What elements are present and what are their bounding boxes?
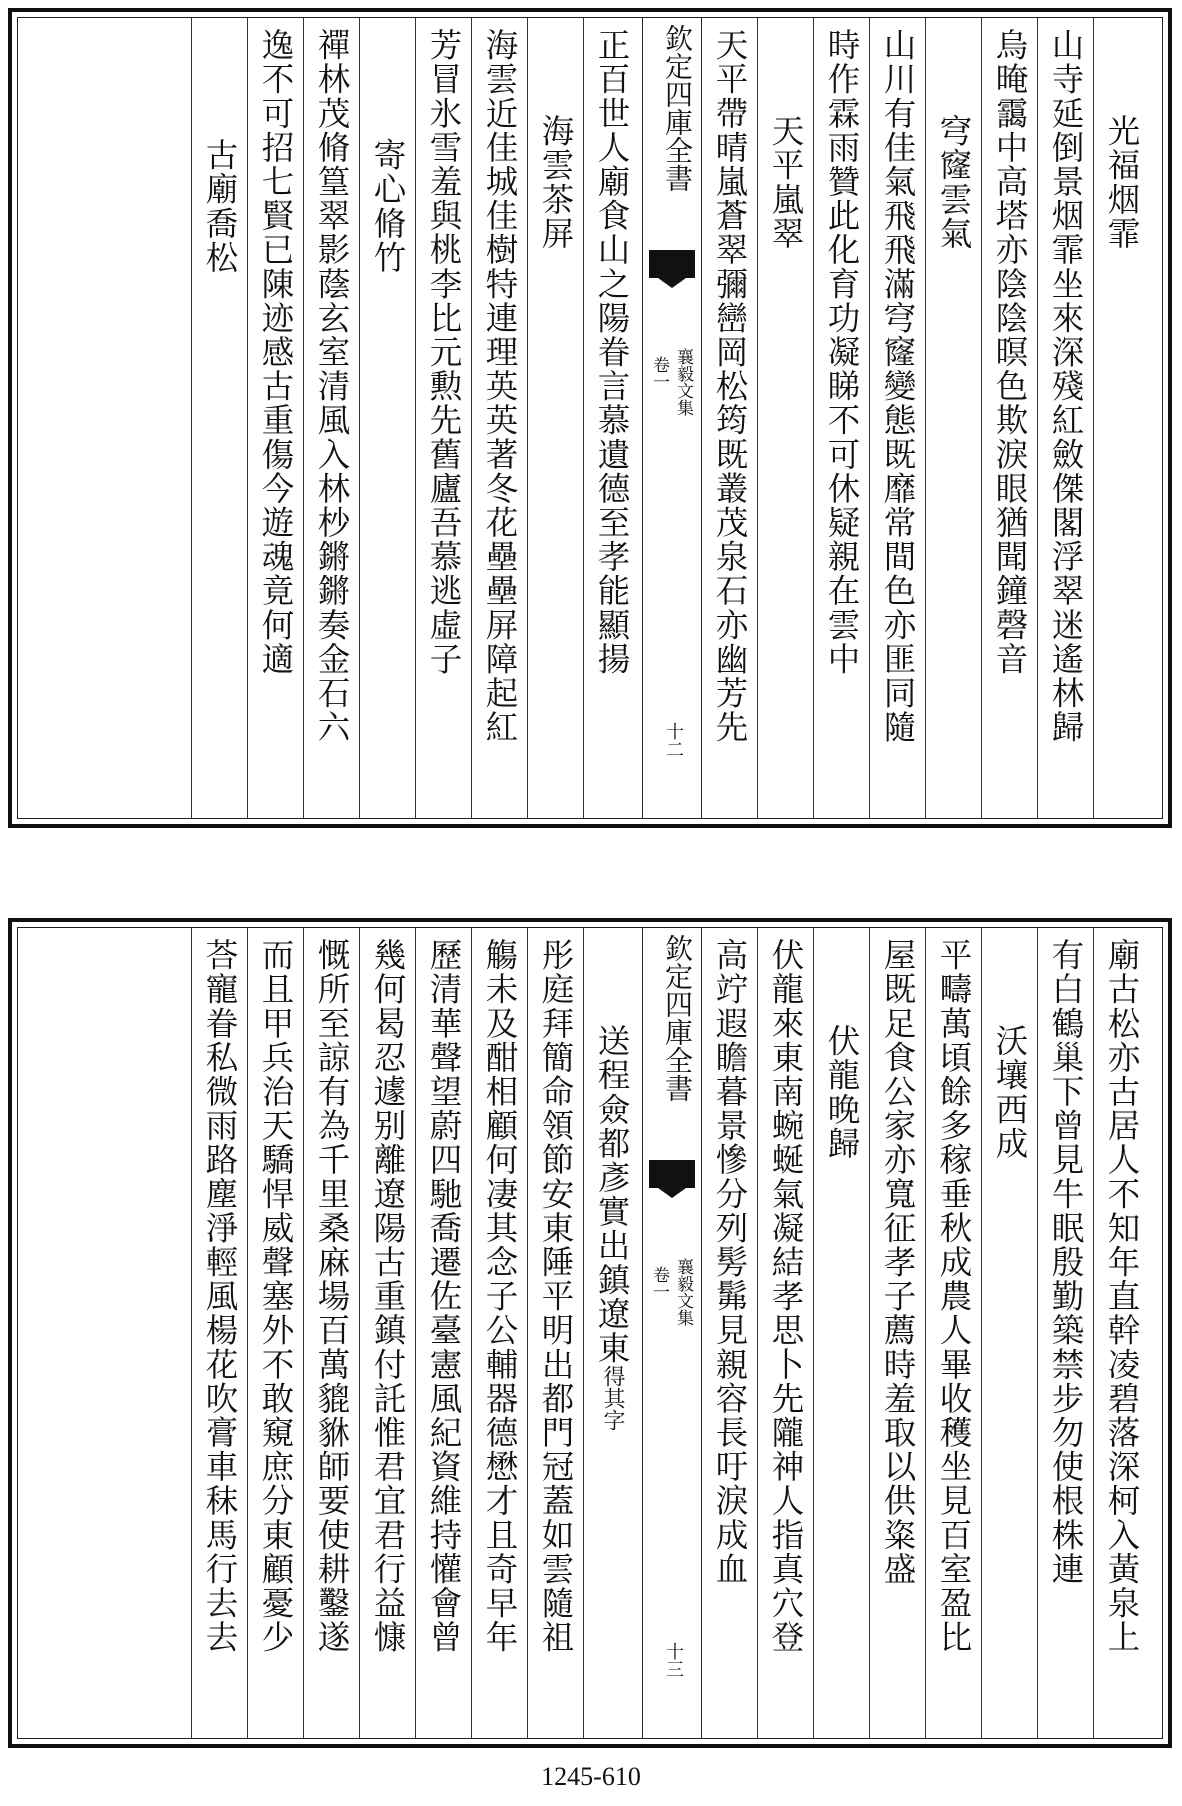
top-col-l8: 古廟喬松 — [201, 138, 239, 275]
top-center-strip — [642, 18, 702, 818]
top-col-r2: 山寺延倒景烟霏坐來深殘紅斂傑閣浮翠迷遙林歸 — [1047, 28, 1085, 745]
bottom-strip-header: 欽定四庫全書 — [661, 934, 694, 1102]
fishtail-mark — [649, 1160, 695, 1188]
top-col-r5: 山川有佳氣飛飛滿穹窿變態既靡常間色亦匪同隨 — [879, 28, 917, 745]
top-strip-book: 襄毅文集 — [673, 348, 693, 416]
top-strip-page-number: 十二 — [663, 722, 684, 758]
bottom-col-r2: 有白鶴巢下曾見牛眠殷勤築禁步勿使根株連 — [1047, 938, 1085, 1586]
bottom-col-l3: 觴未及酣相顧何凄其念子公輔器德懋才且奇早年 — [481, 938, 519, 1655]
bottom-col-r5: 屋既足食公家亦寬征孝子薦時羞取以供粢盛 — [879, 938, 917, 1586]
bottom-center-strip — [642, 928, 702, 1738]
bottom-col-r3: 沃壤西成 — [991, 1024, 1029, 1161]
bottom-col-l4: 歷清華聲望蔚四馳喬遷佐臺憲風紀資維持懽會曾 — [425, 938, 463, 1655]
bottom-col-l5: 幾何曷忍遽别離遼陽古重鎮付託惟君宜君行益慷 — [369, 938, 407, 1655]
bottom-col-l8: 荅寵眷私微雨路塵淨輕風楊花吹膏車秣馬行去去 — [201, 938, 239, 1655]
bottom-page-inner-border — [17, 927, 1163, 1739]
top-col-r1: 光福烟霏 — [1103, 114, 1141, 251]
top-page-frame — [8, 8, 1172, 828]
top-col-r4: 穹窿雲氣 — [935, 114, 973, 251]
top-col-l3: 海雲近佳城佳樹特連理英英著冬花壘壘屏障起紅 — [481, 28, 519, 745]
top-col-l2: 海雲茶屏 — [537, 114, 575, 251]
bottom-strip-volume: 卷一 — [649, 1266, 669, 1300]
top-col-l6: 禪林茂脩篁翠影蔭玄室清風入林杪鏘鏘奏金石六 — [313, 28, 351, 745]
top-col-r6: 時作霖雨贊此化育功凝睇不可休疑親在雲中 — [823, 28, 861, 676]
top-strip-volume: 卷一 — [649, 356, 669, 390]
bottom-strip-book: 襄毅文集 — [673, 1258, 693, 1326]
fishtail-mark — [649, 250, 695, 278]
page-code: 1245-610 — [541, 1762, 641, 1791]
bottom-col-r1: 廟古松亦古居人不知年直幹凌碧落深柯入黃泉上 — [1103, 938, 1141, 1655]
poem-title-note: 得其字 — [600, 1365, 625, 1431]
top-col-l1: 正百世人廟食山之陽眷言慕遺德至孝能顯揚 — [593, 28, 631, 676]
bottom-col-l7: 而且甲兵治天驕悍威聲塞外不敢窺庶分東顧憂少 — [257, 938, 295, 1655]
bottom-col-l6: 慨所至諒有為千里桑麻場百萬貔貅師要使耕鑿遂 — [313, 938, 351, 1655]
bottom-col-l1 — [584, 1024, 640, 1732]
bottom-col-l2: 彤庭拜簡命領節安東陲平明出都門冠蓋如雲隨祖 — [537, 938, 575, 1655]
top-col-r8: 天平帶晴嵐蒼翠彌巒岡松筠既叢茂泉石亦幽芳先 — [711, 28, 749, 745]
top-col-r3: 烏晻靄中高塔亦陰陰暝色欺淚眼猶聞鐘磬音 — [991, 28, 1029, 676]
bottom-col-r7: 伏龍來東南蜿蜒氣凝結孝思卜先隴神人指真穴登 — [767, 938, 805, 1655]
bottom-col-r6: 伏龍晚歸 — [823, 1024, 861, 1161]
poem-title: 送程僉都彥實出鎮遼東 — [593, 1024, 631, 1365]
top-strip-header: 欽定四庫全書 — [661, 24, 694, 192]
bottom-col-r8: 高竚遐瞻暮景慘分列髣髴見親容長吁淚成血 — [711, 938, 749, 1586]
column-rule — [191, 18, 192, 818]
top-col-l4: 芳冒氷雪羞與桃李比元勲先舊廬吾慕逃虛子 — [425, 28, 463, 676]
top-col-r7: 天平嵐翠 — [767, 114, 805, 251]
bottom-col-r4: 平疇萬頃餘多稼垂秋成農人畢收穫坐見百室盈比 — [935, 938, 973, 1655]
top-col-l5: 寄心脩竹 — [369, 138, 407, 275]
top-page-inner-border — [17, 17, 1163, 819]
bottom-strip-page-number: 十三 — [663, 1642, 684, 1678]
column-rule — [191, 928, 192, 1738]
bottom-page-frame — [8, 918, 1172, 1748]
top-col-l7: 逸不可招七賢已陳迹感古重傷今遊魂竟何適 — [257, 28, 295, 676]
